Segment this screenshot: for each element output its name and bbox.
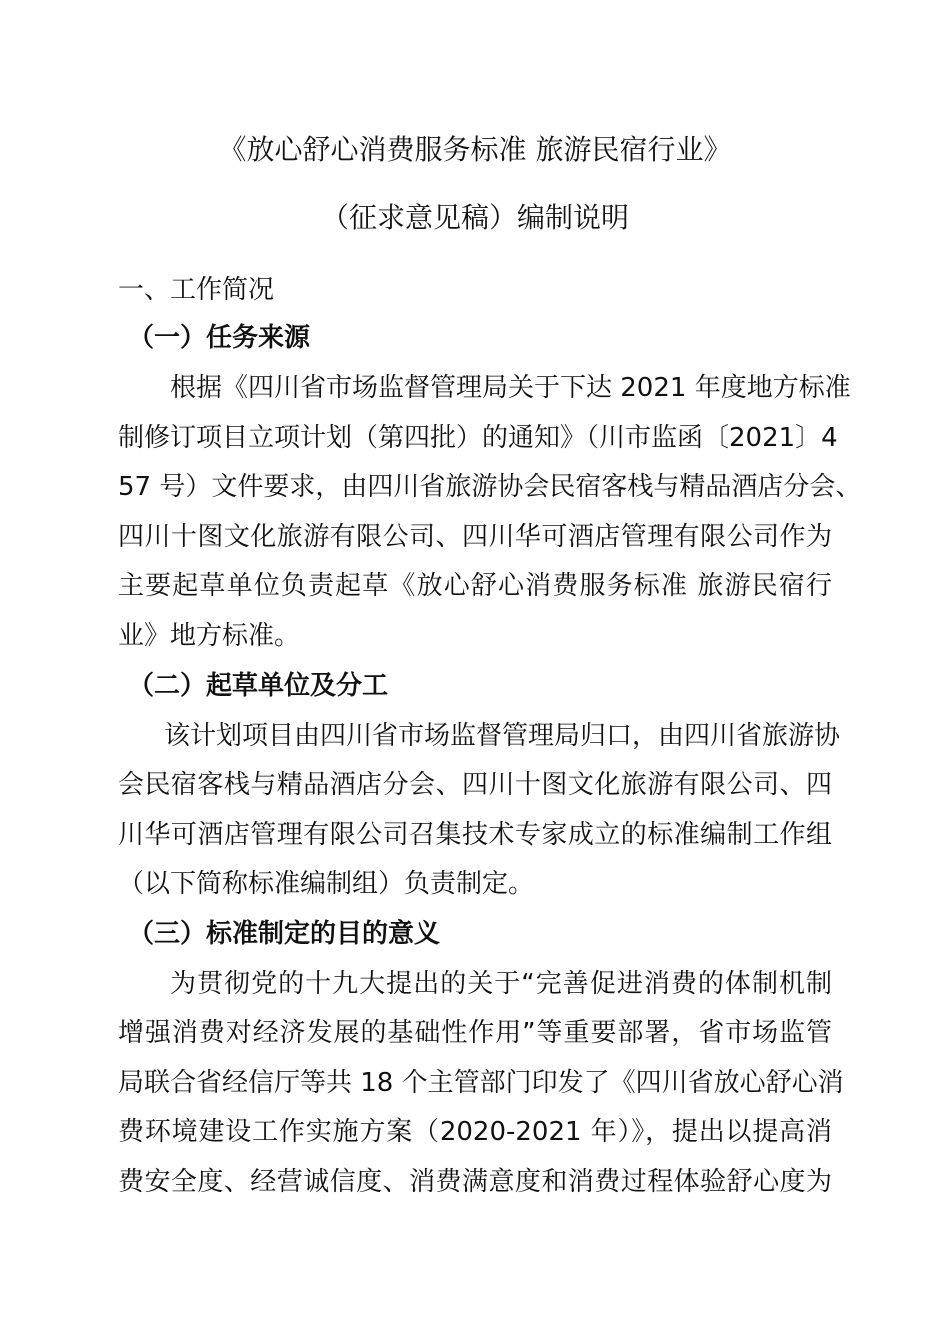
paragraph-line: 主要起草单位负责起草《放心舒心消费服务标准 旅游民宿行 bbox=[118, 571, 832, 601]
paragraph-line: 为贯彻党的十九大提出的关于“完善促进消费的体制机制 bbox=[170, 969, 832, 999]
paragraph-line: 根据《四川省市场监督管理局关于下达 2021 年度地方标准 bbox=[170, 373, 851, 403]
paragraph-line: 四川十图文化旅游有限公司、四川华可酒店管理有限公司作为 bbox=[118, 522, 832, 552]
subsection-heading-task-source: （一）任务来源 bbox=[128, 323, 311, 353]
paragraph-line: 费安全度、经营诚信度、消费满意度和消费过程体验舒心度为 bbox=[118, 1167, 832, 1197]
paragraph-line: 增强消费对经济发展的基础性作用”等重要部署，省市场监管 bbox=[118, 1018, 832, 1048]
paragraph-line: 该计划项目由四川省市场监督管理局归口，由四川省旅游协 bbox=[164, 721, 841, 751]
paragraph-line: 费环境建设工作实施方案（2020-2021 年）》，提出以提高消 bbox=[118, 1117, 832, 1147]
document-subtitle: （征求意见稿）编制说明 bbox=[320, 201, 629, 234]
paragraph-line: 川华可酒店管理有限公司召集技术专家成立的标准编制工作组 bbox=[118, 820, 832, 850]
paragraph-line: （以下简称标准编制组）负责制定。 bbox=[118, 869, 535, 899]
paragraph-line: 业》地方标准。 bbox=[118, 621, 301, 651]
paragraph-line: 制修订项目立项计划（第四批）的通知》（川市监函〔2021〕4 bbox=[118, 423, 838, 453]
paragraph-line: 局联合省经信厅等共 18 个主管部门印发了《四川省放心舒心消 bbox=[118, 1068, 844, 1098]
subsection-heading-drafting-units: （二）起草单位及分工 bbox=[128, 671, 389, 701]
section-heading: 一、工作简况 bbox=[118, 275, 275, 305]
subsection-heading-purpose: （三）标准制定的目的意义 bbox=[128, 919, 441, 949]
paragraph-line: 会民宿客栈与精品酒店分会、四川十图文化旅游有限公司、四 bbox=[118, 770, 832, 800]
paragraph-line: 57 号）文件要求，由四川省旅游协会民宿客栈与精品酒店分会、 bbox=[118, 472, 862, 502]
document-title: 《放心舒心消费服务标准 旅游民宿行业》 bbox=[218, 133, 732, 166]
